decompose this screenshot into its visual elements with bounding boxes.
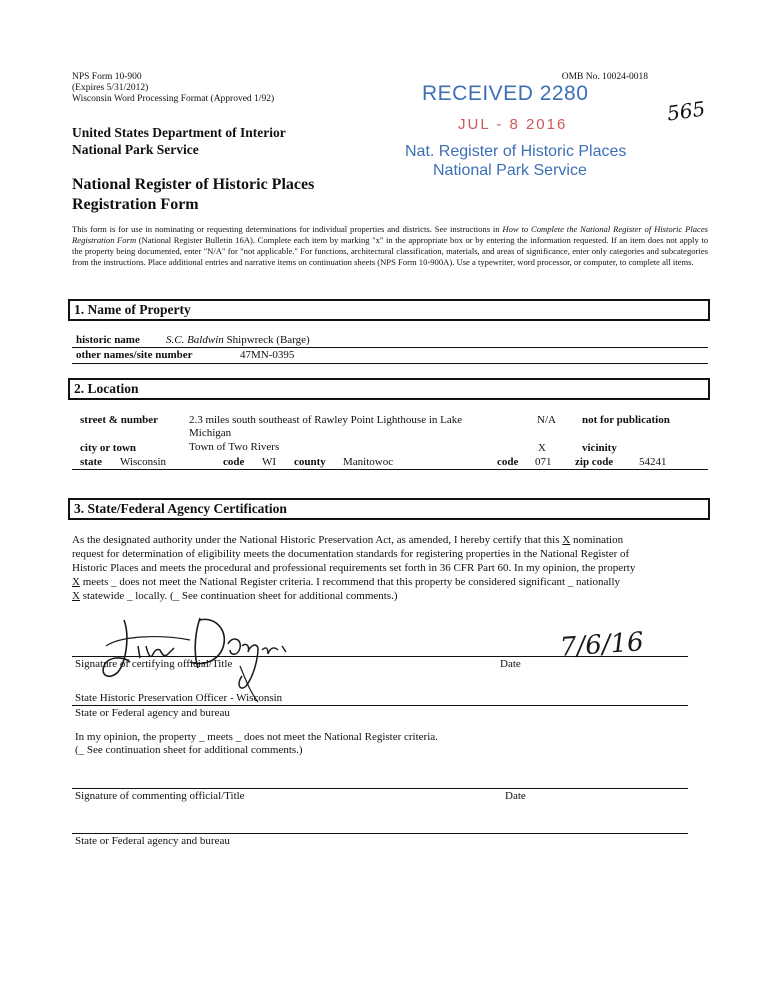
other-names-label: other names/site number	[76, 349, 193, 361]
stamp-register-line: Nat. Register of Historic Places	[405, 143, 627, 160]
instructions-italic: How to Complete the National Register of Historic Places Registration Form	[72, 224, 708, 245]
cert-line-2: request for determination of eligibility meets the documentation standards for registering properties in the National Register of	[72, 548, 630, 560]
form-header	[72, 72, 274, 105]
historic-name-rest: Shipwreck (Barge)	[223, 334, 310, 346]
form-title-line-1: National Register of Historic Places	[72, 176, 315, 193]
rule-officer	[72, 705, 688, 706]
cert-text-4: meets _ does not meet the National Register criteria. I recommend that this property be considered significant _ nationally	[79, 576, 621, 588]
cert-statewide-mark: X	[72, 590, 80, 602]
cert-meets-mark: X	[72, 576, 80, 588]
instructions-text-2: (National Register Bulletin 16A). Complete each item by marking "x" in the appropriate box or by entering the information requested. If an item does not apply to the property being documented, enter "N/A" for "not applicable." For functions, architectural classification, materials, and areas of significance, enter only categories and subcategories from the instructions. Place additional entries and narrative items on continuation sheets (NPS Form 10-900A). Use a typewriter, word processor, or computer, to complete all items.	[72, 235, 709, 267]
street-value-2: Michigan	[189, 427, 232, 439]
state-label: state	[80, 456, 102, 468]
cert-line-5	[72, 589, 690, 603]
received-date-stamp: JUL - 8 2016	[458, 116, 568, 133]
cert-line-1	[72, 533, 690, 547]
rule-signature	[72, 656, 688, 657]
rule-other-names	[72, 363, 708, 364]
form-title-line-2: Registration Form	[72, 196, 199, 213]
cert-text-1b: nomination	[570, 534, 624, 546]
received-stamp: RECEIVED 2280	[422, 82, 589, 105]
historic-name-value	[166, 334, 310, 347]
handwritten-number: 565	[665, 96, 707, 126]
county-label: county	[294, 456, 326, 468]
state-code-label: code	[223, 456, 245, 468]
section-2-header: 2. Location	[68, 378, 710, 400]
agency-bureau-label: State or Federal agency and bureau	[75, 707, 230, 719]
street-label: street & number	[80, 414, 158, 426]
opinion-line-2: (_ See continuation sheet for additional comments.)	[75, 744, 303, 756]
city-value: Town of Two Rivers	[189, 441, 280, 453]
agency-name	[72, 124, 286, 158]
agency-bureau-label-2: State or Federal agency and bureau	[75, 835, 230, 847]
street-value-1: 2.3 miles south southeast of Rawley Point Lighthouse in Lake	[189, 414, 463, 426]
county-code-value: 071	[535, 456, 552, 468]
zip-value: 54241	[639, 456, 667, 468]
cert-line-4	[72, 575, 690, 589]
cert-nomination-mark: X	[562, 534, 571, 546]
cert-text-1: As the designated authority under the National Historic Preservation Act, as amended, I hereby certify that this	[72, 534, 563, 546]
zip-label: zip code	[575, 456, 614, 468]
form-title	[72, 175, 314, 215]
stamp-service-line: National Park Service	[433, 162, 587, 179]
signature-date-label: Date	[500, 658, 521, 670]
commenting-date-label: Date	[505, 790, 526, 802]
commenting-signature-label: Signature of commenting official/Title	[75, 790, 245, 802]
vicinity-mark: X	[538, 442, 546, 454]
agency-line-1: United States Department of Interior	[72, 125, 286, 140]
agency-line-2: National Park Service	[72, 142, 199, 157]
state-code-value: WI	[262, 456, 277, 468]
not-for-publication-label: not for publication	[582, 414, 670, 426]
cert-text-5: statewide _ locally. (_ See continuation sheet for additional comments.)	[79, 590, 398, 602]
state-value: Wisconsin	[120, 456, 166, 468]
instructions-text-1: This form is for use in nominating or requesting determinations for individual properties and districts. See instructions in	[72, 224, 503, 234]
omb-number: OMB No. 10024-0018	[561, 72, 648, 82]
cert-line-3: Historic Places and meets the procedural and professional requirements set forth in 36 CFR Part 60. In my opinion, the property	[72, 562, 636, 574]
historic-name-row	[76, 334, 140, 347]
form-format: Wisconsin Word Processing Format (Approved 1/92)	[72, 94, 275, 104]
form-number: NPS Form 10-900	[72, 72, 142, 82]
rule-bureau-2	[72, 833, 688, 834]
section-1-header: 1. Name of Property	[68, 299, 710, 321]
section-3-header: 3. State/Federal Agency Certification	[68, 498, 710, 520]
handwritten-date: 7/6/16	[559, 627, 645, 663]
historic-name-label: historic name	[76, 334, 140, 346]
officer-title: State Historic Preservation Officer - Wisconsin	[75, 692, 283, 704]
county-value: Manitowoc	[343, 456, 394, 468]
other-names-value: 47MN-0395	[240, 349, 295, 361]
na-value: N/A	[537, 414, 556, 426]
vicinity-label: vicinity	[582, 442, 617, 454]
county-code-label: code	[497, 456, 519, 468]
certification-paragraph	[72, 533, 690, 603]
rule-location	[72, 469, 708, 470]
instructions-paragraph	[72, 224, 708, 268]
rule-historic-name	[72, 347, 708, 348]
city-label: city or town	[80, 442, 137, 454]
historic-name-italic: S.C. Baldwin	[166, 334, 224, 346]
signature-label: Signature of certifying official/Title	[75, 658, 233, 670]
opinion-line-1: In my opinion, the property _ meets _ does not meet the National Register criteria.	[75, 731, 438, 743]
rule-comment-signature	[72, 788, 688, 789]
opinion-paragraph	[75, 731, 438, 757]
form-expiry: (Expires 5/31/2012)	[72, 83, 149, 93]
